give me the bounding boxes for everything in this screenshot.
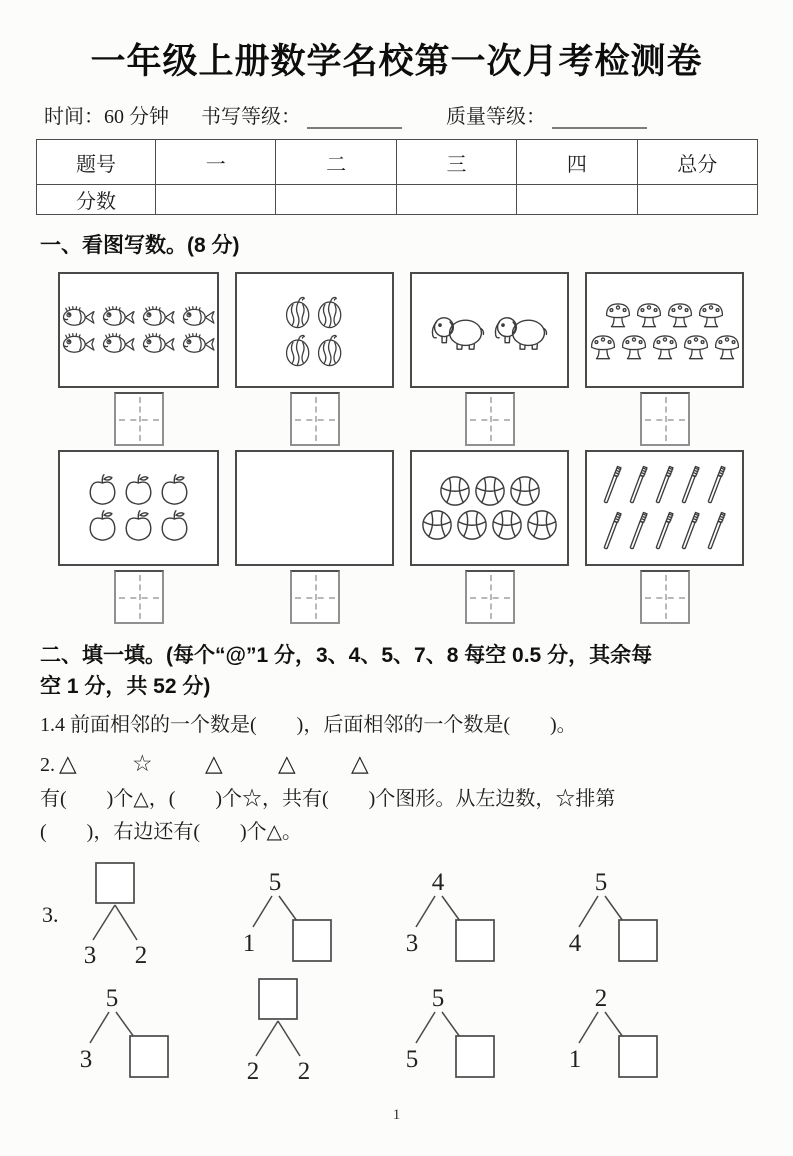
toothbrush-icon [653, 463, 676, 507]
bond-number: 5 [431, 984, 445, 1012]
volleyball-icon [509, 475, 541, 507]
question-3 [0, 860, 793, 1098]
section2-heading-line2: 空 1 分，共 52 分) [40, 675, 211, 698]
bond-answer-box[interactable] [259, 979, 297, 1019]
score-table-header-row [37, 140, 758, 185]
toothbrush-icon [627, 463, 650, 507]
mushroom-icon [589, 331, 617, 361]
watermelon-icon [316, 293, 345, 329]
fish-icon [180, 331, 217, 356]
toothbrush-icon [705, 463, 728, 507]
apple-icon [86, 509, 119, 543]
volleyball-icon [456, 509, 488, 541]
bond-answer-box[interactable] [293, 920, 331, 961]
icon-row [86, 473, 191, 507]
apple-icon [158, 473, 191, 507]
picture-box-mushroom [585, 272, 744, 388]
exam-info-line [44, 100, 757, 129]
question-2-line2: ( )，右边还有( )个△。 [40, 820, 303, 843]
bond-answer-box[interactable] [96, 863, 134, 903]
toothbrush-icon [679, 463, 702, 507]
score-table-cell: 四 [517, 140, 637, 185]
picture-grid [58, 272, 744, 628]
number-bond-diagram [203, 976, 353, 1088]
volleyball-icon [439, 475, 471, 507]
icon-row [60, 331, 217, 356]
score-table-cell: 总分 [637, 140, 757, 185]
bond-answer-box[interactable] [456, 920, 494, 961]
number-bond-diagram [366, 860, 516, 972]
number-bonds-grid [40, 860, 793, 1088]
number-bond-diagram [529, 976, 679, 1088]
score-table-cell: 分数 [37, 185, 156, 215]
picture-box-watermelon [235, 272, 394, 388]
bond-number: 2 [134, 941, 148, 969]
elephant-icon [428, 309, 488, 351]
icon-row [601, 509, 728, 553]
triangle-shape: △ [59, 750, 77, 776]
question-2-label: 2. [40, 753, 55, 776]
mushroom-icon [604, 299, 632, 329]
fish-icon [140, 331, 177, 356]
q2-shape-row [40, 751, 753, 777]
quality-grade-blank[interactable] [552, 105, 647, 129]
picture-box-fish [58, 272, 219, 388]
question-3-label: 3. [42, 901, 59, 927]
writing-grade-label: 书写等级： [201, 106, 301, 128]
bond-number: 2 [246, 1057, 260, 1085]
bond-answer-box[interactable] [619, 920, 657, 961]
icon-row [439, 475, 541, 507]
toothbrush-icon [601, 509, 624, 553]
number-bond [529, 976, 692, 1088]
watermelon-icon [284, 293, 313, 329]
toothbrush-icon [705, 509, 728, 553]
bond-number: 2 [594, 984, 608, 1012]
volleyball-icon [474, 475, 506, 507]
bond-answer-box[interactable] [619, 1036, 657, 1077]
mushroom-icon [651, 331, 679, 361]
bond-number: 5 [405, 1045, 419, 1073]
fish-icon [100, 304, 137, 329]
bond-number: 1 [242, 929, 256, 957]
fish-icon [180, 304, 217, 329]
bond-number: 5 [105, 984, 119, 1012]
time-label: 时间：60 分钟 [44, 106, 169, 128]
question-2-line1: 有( )个△，( )个☆，共有( )个图形。从左边数，☆排第 [40, 787, 616, 810]
icon-row [428, 309, 551, 351]
bond-number: 5 [594, 868, 608, 896]
toothbrush-icon [679, 509, 702, 553]
answer-writing-box[interactable] [290, 392, 340, 446]
icon-row [604, 299, 725, 329]
number-bond [203, 976, 366, 1088]
fish-icon [100, 331, 137, 356]
score-table-cell: 一 [156, 140, 276, 185]
triangle-shape: △ [205, 750, 223, 776]
volleyball-icon [491, 509, 523, 541]
answer-writing-box[interactable] [290, 570, 340, 624]
bond-number: 2 [297, 1057, 311, 1085]
volleyball-icon [526, 509, 558, 541]
bond-number: 1 [568, 1045, 582, 1073]
bond-number: 4 [431, 868, 445, 896]
mushroom-icon [620, 331, 648, 361]
icon-row [589, 331, 741, 361]
icon-row [421, 509, 558, 541]
answer-writing-box[interactable] [465, 570, 515, 624]
icon-row [284, 293, 345, 329]
section2-heading-line1: 二、填一填。(每个“@”1 分，3、4、5、7、8 每空 0.5 分，其余每 [40, 643, 653, 667]
score-table-score-row [37, 185, 758, 215]
score-table-cell: 三 [396, 140, 516, 185]
toothbrush-icon [653, 509, 676, 553]
apple-icon [122, 509, 155, 543]
number-bond [40, 860, 203, 972]
toothbrush-icon [627, 509, 650, 553]
number-bond [529, 860, 692, 972]
star-shape: ☆ [132, 750, 153, 776]
score-table-cell[interactable] [637, 185, 757, 215]
number-bond-diagram [40, 976, 190, 1088]
score-table [36, 139, 758, 215]
number-bond [366, 976, 529, 1088]
page-number: 1 [392, 1107, 401, 1123]
score-table-cell: 二 [276, 140, 396, 185]
bond-answer-box[interactable] [130, 1036, 168, 1077]
icon-row [60, 304, 217, 329]
apple-icon [122, 473, 155, 507]
mushroom-icon [666, 299, 694, 329]
number-bond [366, 860, 529, 972]
volleyball-icon [421, 509, 453, 541]
number-bond-diagram [203, 860, 353, 972]
question-1: 1.4 前面相邻的一个数是( )，后面相邻的一个数是( )。 [40, 713, 577, 736]
writing-grade-blank[interactable] [307, 105, 402, 129]
score-table-cell[interactable] [276, 185, 396, 215]
bond-number: 3 [83, 941, 97, 969]
triangle-shape: △ [351, 750, 369, 776]
number-bond [40, 976, 203, 1088]
icon-row [86, 509, 191, 543]
picture-box-apple [58, 450, 219, 566]
picture-box-elephant [410, 272, 569, 388]
score-table-cell[interactable] [156, 185, 276, 215]
fish-icon [140, 304, 177, 329]
quality-grade-label: 质量等级： [446, 106, 546, 128]
picture-box-toothbrush [585, 450, 744, 566]
number-bond [203, 860, 366, 972]
mushroom-icon [635, 299, 663, 329]
toothbrush-icon [601, 463, 624, 507]
watermelon-icon [316, 331, 345, 367]
bond-number: 4 [568, 929, 582, 957]
fish-icon [60, 331, 97, 356]
answer-writing-box[interactable] [114, 392, 164, 446]
number-bond-diagram [366, 976, 516, 1088]
answer-writing-box[interactable] [640, 392, 690, 446]
bond-number: 3 [405, 929, 419, 957]
score-table-cell: 题号 [37, 140, 156, 185]
bond-number: 3 [79, 1045, 93, 1073]
bond-number: 5 [268, 868, 282, 896]
picture-box-empty [235, 450, 394, 566]
bond-answer-box[interactable] [456, 1036, 494, 1077]
number-bond-diagram [529, 860, 679, 972]
mushroom-icon [682, 331, 710, 361]
score-table-cell[interactable] [396, 185, 516, 215]
icon-row [601, 463, 728, 507]
fish-icon [60, 304, 97, 329]
icon-row [284, 331, 345, 367]
mushroom-icon [697, 299, 725, 329]
apple-icon [86, 473, 119, 507]
answer-writing-box[interactable] [640, 570, 690, 624]
number-bond-diagram [40, 860, 190, 972]
answer-writing-box[interactable] [114, 570, 164, 624]
section1-heading: 一、看图写数。(8 分) [40, 234, 240, 257]
triangle-shape: △ [278, 750, 296, 776]
apple-icon [158, 509, 191, 543]
answer-writing-box[interactable] [465, 392, 515, 446]
page-title: 一年级上册数学名校第一次月考检测卷 [90, 42, 703, 81]
score-table-cell[interactable] [517, 185, 637, 215]
picture-box-volleyball [410, 450, 569, 566]
watermelon-icon [284, 331, 313, 367]
elephant-icon [491, 309, 551, 351]
mushroom-icon [713, 331, 741, 361]
